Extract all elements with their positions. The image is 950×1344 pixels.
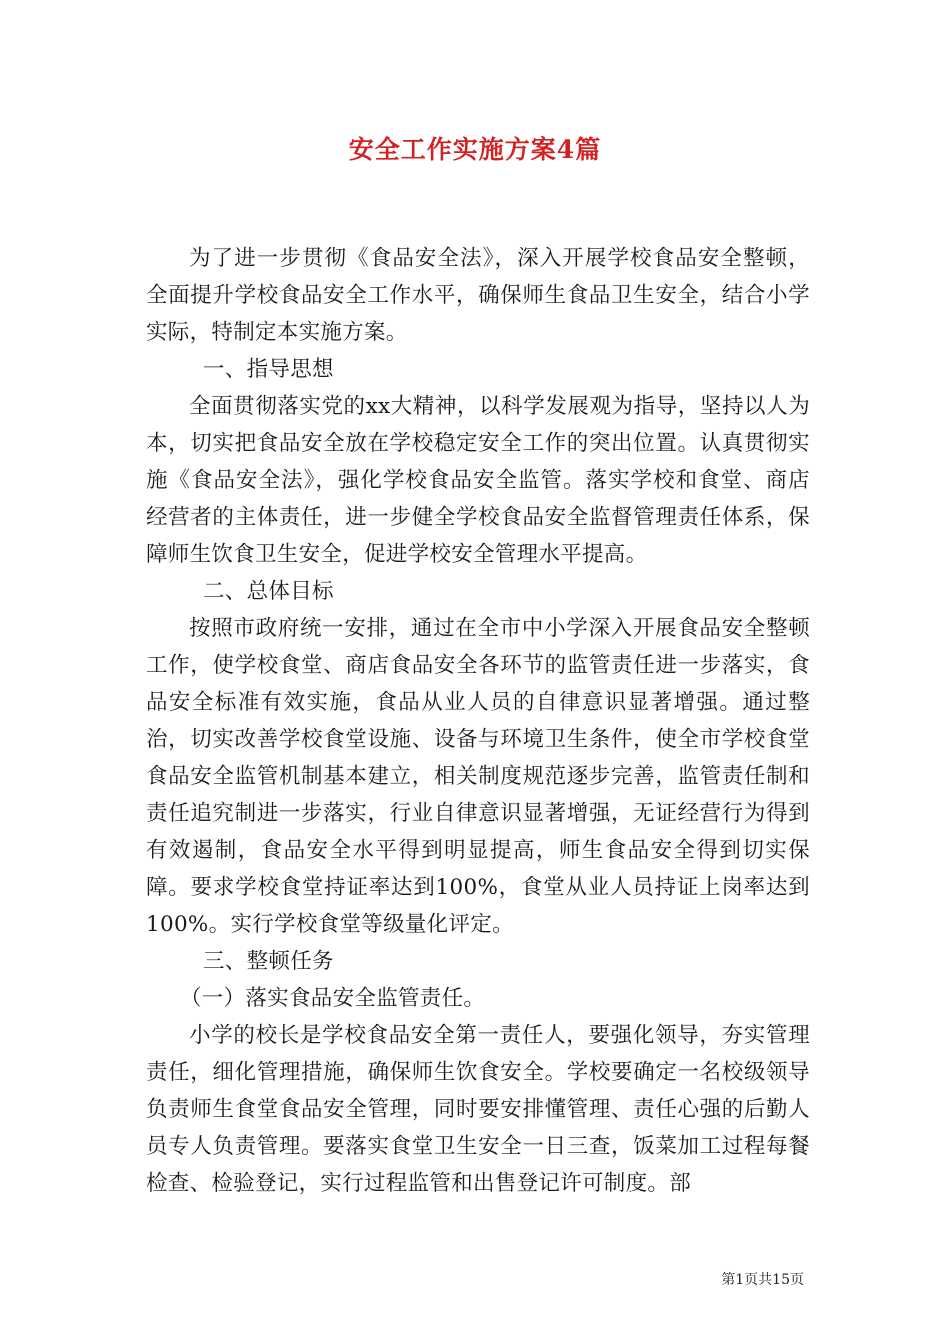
document-title: 安全工作实施方案4篇 — [348, 135, 602, 164]
section-heading-3: 三、整顿任务 — [203, 949, 334, 974]
paragraph-supervision-duty: 小学的校长是学校食品安全第一责任人，要强化领导，夯实管理责任，细化管理措施，确保师生饮食安全。学校要确定一名校级领导负责师生食堂食品安全管理，同时要安排懂管理、责任心强的后勤人员专人负责管理。要落实食堂卫生安全一日三查，饭菜加工过程每餐检查、检验登记，实行过程监管和出售登记许可制度。部 — [146, 1023, 810, 1196]
subsection-heading-1: （一）落实食品安全监管责任。 — [180, 986, 486, 1011]
section-heading-2: 二、总体目标 — [203, 579, 334, 604]
paragraph-intro: 为了进一步贯彻《食品安全法》，深入开展学校食品安全整顿，全面提升学校食品安全工作水平，确保师生食品卫生安全，结合小学实际，特制定本实施方案。 — [146, 246, 810, 345]
document-body — [146, 240, 810, 1202]
page-number-footer: 第1页共15页 — [721, 1272, 804, 1288]
section-heading-1: 一、指导思想 — [203, 357, 334, 382]
paragraph-overall-goal: 按照市政府统一安排，通过在全市中小学深入开展食品安全整顿工作，使学校食堂、商店食品安全各环节的监管责任进一步落实，食品安全标准有效实施，食品从业人员的自律意识显著增强。通过整治，切实改善学校食堂设施、设备与环境卫生条件，使全市学校食堂食品安全监管机制基本建立，相关制度规范逐步完善，监管责任制和责任追究制进一步落实，行业自律意识显著增强，无证经营行为得到有效遏制，食品安全水平得到明显提高，师生食品安全得到切实保障。要求学校食堂持证率达到100%，食堂从业人员持证上岗率达到100%。实行学校食堂等级量化评定。 — [146, 616, 810, 937]
paragraph-guiding-ideology: 全面贯彻落实党的xx大精神，以科学发展观为指导，坚持以人为本，切实把食品安全放在学校稳定安全工作的突出位置。认真贯彻实施《食品安全法》，强化学校食品安全监管。落实学校和食堂、商店经营者的主体责任，进一步健全学校食品安全监督管理责任体系，保障师生饮食卫生安全，促进学校安全管理水平提高。 — [146, 394, 810, 567]
